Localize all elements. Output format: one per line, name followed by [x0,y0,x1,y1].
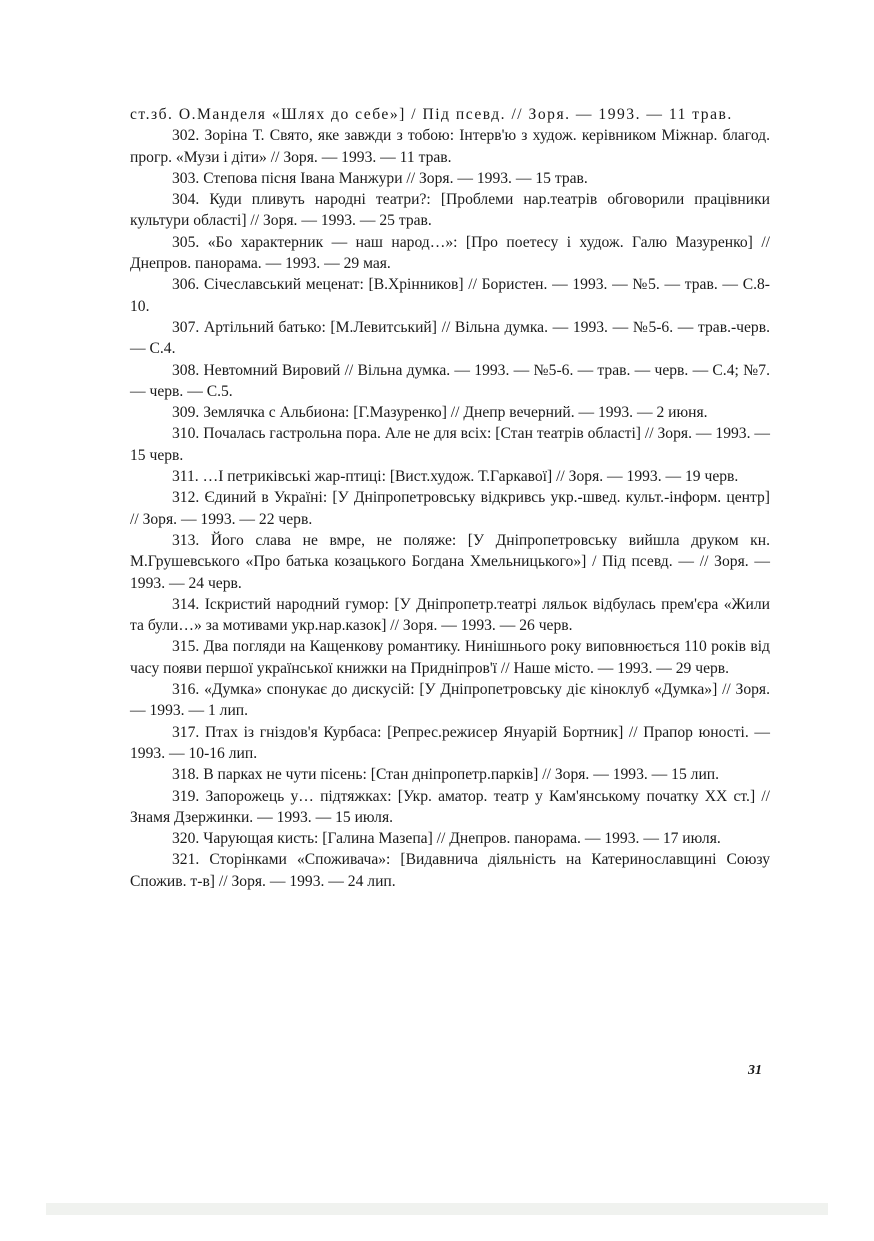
entry-316: 316. «Думка» спонукає до дискусій: [У Дніпропетровську діє кіноклуб «Думка»] // Зоря. — 1993. — 1 лип. [130,681,770,720]
bibliography-list [130,104,770,892]
entry-310: 310. Почалась гастрольна пора. Але не для всіх: [Стан театрів області] // Зоря. — 1993. — 15 черв. [130,425,770,464]
entry-320: 320. Чарующая кисть: [Галина Мазепа] // Днепров. панорама. — 1993. — 17 июля. [172,830,721,848]
entry-314: 314. Іскристий народний гумор: [У Дніпропетр.театрі ляльок відбулась прем'єра «Жили та були…» за мотивами укр.нар.казок] // Зоря. — 1993. — 26 черв. [130,595,770,635]
entry-303: 303. Степова пісня Івана Манжури // Зоря. — 1993. — 15 трав. [172,169,588,187]
entry-321: 321. Сторінками «Споживача»: [Видавнича діяльність на Катеринославщині Союзу Спожив. т-в] // Зоря. — 1993. — 24 лип. [130,851,770,890]
entry-309: 309. Землячка с Альбиона: [Г.Мазуренко] // Днепр вечерний. — 1993. — 2 июня. [172,404,708,422]
entry-306: 306. Січеславський меценат: [В.Хрінников] // Бористен. — 1993. — №5. — трав. — С.8-10. [130,276,770,315]
entry-305: 305. «Бо характерник — наш народ…»: [Про поетесу і худож. Галю Мазуренко] // Днепров. панорама. — 1993. — 29 мая. [130,233,770,273]
entry-307: 307. Артільний батько: [М.Левитський] // Вільна думка. — 1993. — №5-6. — трав.-черв. — С.4. [130,318,770,358]
entry-302: 302. Зоріна Т. Свято, яке завжди з тобою: Інтерв'ю з худож. керівником Міжнар. благод. прогр. «Музи і діти» // Зоря. — 1993. — 11 трав. [130,127,770,166]
entry-318: 318. В парках не чути пісень: [Стан дніпропетр.парків] // Зоря. — 1993. — 15 лип. [172,766,720,784]
scan-edge-band [46,1203,828,1215]
page-number: 31 [748,1063,762,1078]
entry-311: 311. …І петриківські жар-птиці: [Вист.худож. Т.Гаркавої] // Зоря. — 1993. — 19 черв. [172,468,739,486]
entry-319: 319. Запорожець у… підтяжках: [Укр. аматор. театр у Кам'янському початку XX ст.] // Знамя Дзержинки. — 1993. — 15 июля. [130,787,770,826]
entry-312: 312. Єдиний в Україні: [У Дніпропетровську відкривсь укр.-швед. культ.-інформ. центр] // Зоря. — 1993. — 22 черв. [130,489,770,528]
entry-308: 308. Невтомний Вировий // Вільна думка. — 1993. — №5-6. — трав. — черв. — С.4; №7. — черв. — С.5. [130,361,770,400]
entry-304: 304. Куди пливуть народні театри?: [Проблеми нар.театрів обговорили працівники культури області] // Зоря. — 1993. — 25 трав. [130,191,770,230]
entry-continuation: ст.зб. О.Манделя «Шлях до себе»] / Під псевд. // Зоря. — 1993. — 11 трав. [130,106,733,123]
entry-317: 317. Птах із гніздов'я Курбаса: [Репрес.режисер Януарій Бортник] // Прапор юності. — 1993. — 10-16 лип. [130,723,770,762]
entry-315: 315. Два погляди на Кащенкову романтику. Нинішнього року виповнюється 110 років від часу появи першої української книжки на Придніпров'ї // Наше місто. — 1993. — 29 черв. [130,638,770,677]
entry-313: 313. Його слава не вмре, не поляже: [У Дніпропетровську вийшла друком кн. М.Грушевського «Про батька козацького Богдана Хмельницького»] / Під псевд. — // Зоря. — 1993. — 24 черв. [130,531,770,592]
